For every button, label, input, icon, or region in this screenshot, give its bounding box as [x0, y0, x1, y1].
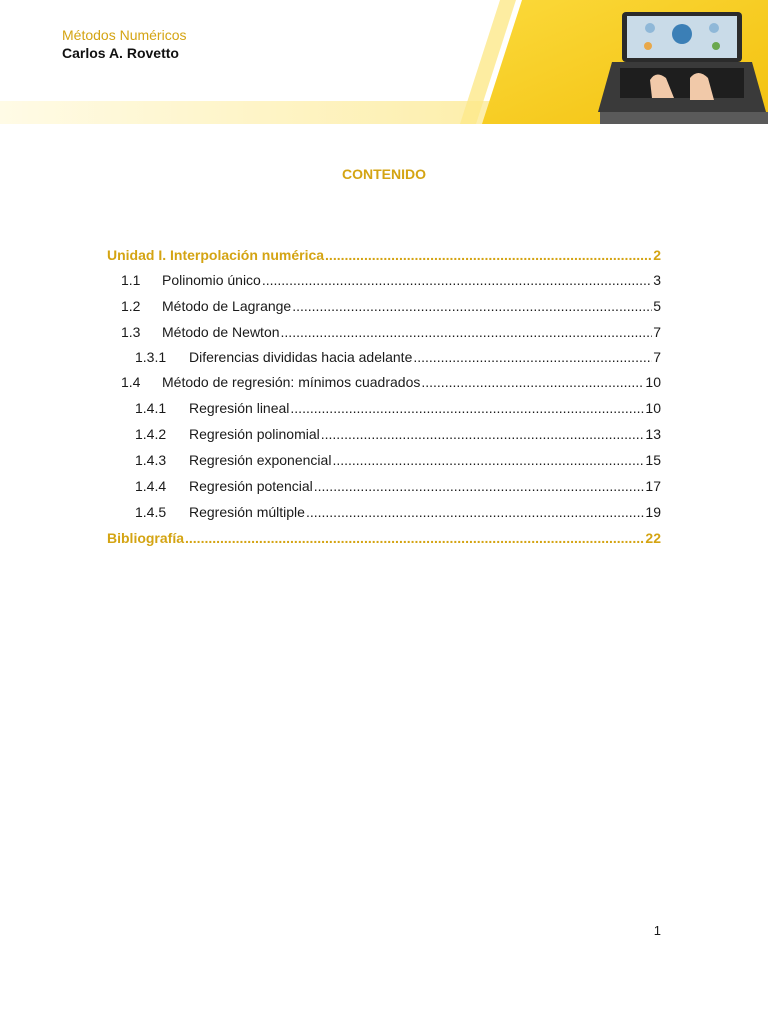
toc-entry-page: 19 [645, 504, 661, 520]
toc-leader-dots [321, 425, 645, 443]
toc-entry-title: Método de Lagrange [162, 298, 292, 314]
toc-entry-title: Bibliografía [107, 530, 185, 546]
toc-entry-1-1[interactable] [107, 271, 661, 289]
toc-entry-1-4-2[interactable] [107, 425, 661, 443]
toc-leader-dots [185, 529, 644, 547]
toc-entry-title: Método de Newton [162, 324, 280, 340]
toc-leader-dots [421, 373, 644, 391]
toc-entry-number: 1.4 [121, 374, 141, 390]
toc-entry-bibliografia[interactable] [107, 529, 661, 547]
toc-entry-title: Regresión lineal [189, 400, 290, 416]
author-name: Carlos A. Rovetto [62, 45, 179, 61]
toc-entry-page: 5 [653, 298, 661, 314]
toc-entry-number: 1.4.4 [135, 478, 167, 494]
toc-leader-dots [325, 246, 652, 264]
header-banner-graphic [0, 0, 768, 124]
toc-leader-dots [292, 297, 652, 315]
toc-entry-page: 7 [653, 324, 661, 340]
page-number: 1 [653, 923, 661, 938]
toc-entry-1-4-1[interactable] [107, 399, 661, 417]
toc-entry-number: 1.4.1 [135, 400, 167, 416]
toc-entry-number: 1.4.2 [135, 426, 167, 442]
toc-leader-dots [314, 477, 645, 495]
toc-entry-number: 1.2 [121, 298, 141, 314]
toc-entry-1-4-3[interactable] [107, 451, 661, 469]
toc-entry-page: 7 [653, 349, 661, 365]
toc-entry-page: 22 [645, 530, 661, 546]
toc-entry-1-3[interactable] [107, 323, 661, 341]
page-header [0, 0, 768, 124]
toc-entry-1-3-1[interactable] [107, 348, 661, 366]
toc-leader-dots [306, 503, 644, 521]
toc-entry-1-4-4[interactable] [107, 477, 661, 495]
toc-entry-page: 3 [653, 272, 661, 288]
toc-entry-1-2[interactable] [107, 297, 661, 315]
toc-leader-dots [281, 323, 653, 341]
toc-entry-1-4-5[interactable] [107, 503, 661, 521]
toc-entry-title: Unidad I. Interpolación numérica [107, 247, 325, 263]
course-title: Métodos Numéricos [62, 27, 187, 43]
toc-leader-dots [290, 399, 644, 417]
toc-entry-page: 10 [645, 374, 661, 390]
toc-entry-page: 2 [653, 247, 661, 263]
toc-entry-page: 10 [645, 400, 661, 416]
toc-entry-1-4[interactable] [107, 373, 661, 391]
toc-leader-dots [262, 271, 652, 289]
toc-heading: CONTENIDO [342, 166, 426, 182]
toc-entry-title: Regresión polinomial [189, 426, 320, 442]
toc-entry-number: 1.3 [121, 324, 141, 340]
toc-entry-number: 1.4.5 [135, 504, 167, 520]
toc-entry-title: Método de regresión: mínimos cuadrados [162, 374, 421, 390]
toc-entry-page: 13 [645, 426, 661, 442]
toc-entry-unidad-1[interactable] [107, 246, 661, 264]
toc-entry-number: 1.4.3 [135, 452, 167, 468]
toc-entry-page: 17 [645, 478, 661, 494]
toc-leader-dots [413, 348, 652, 366]
toc-entry-title: Regresión potencial [189, 478, 313, 494]
toc-leader-dots [332, 451, 644, 469]
toc-entry-title: Diferencias divididas hacia adelante [189, 349, 413, 365]
toc-entry-title: Regresión exponencial [189, 452, 332, 468]
toc-entry-title: Regresión múltiple [189, 504, 305, 520]
toc-entry-number: 1.1 [121, 272, 141, 288]
toc-entry-title: Polinomio único [162, 272, 261, 288]
toc-entry-number: 1.3.1 [135, 349, 167, 365]
toc-entry-page: 15 [645, 452, 661, 468]
